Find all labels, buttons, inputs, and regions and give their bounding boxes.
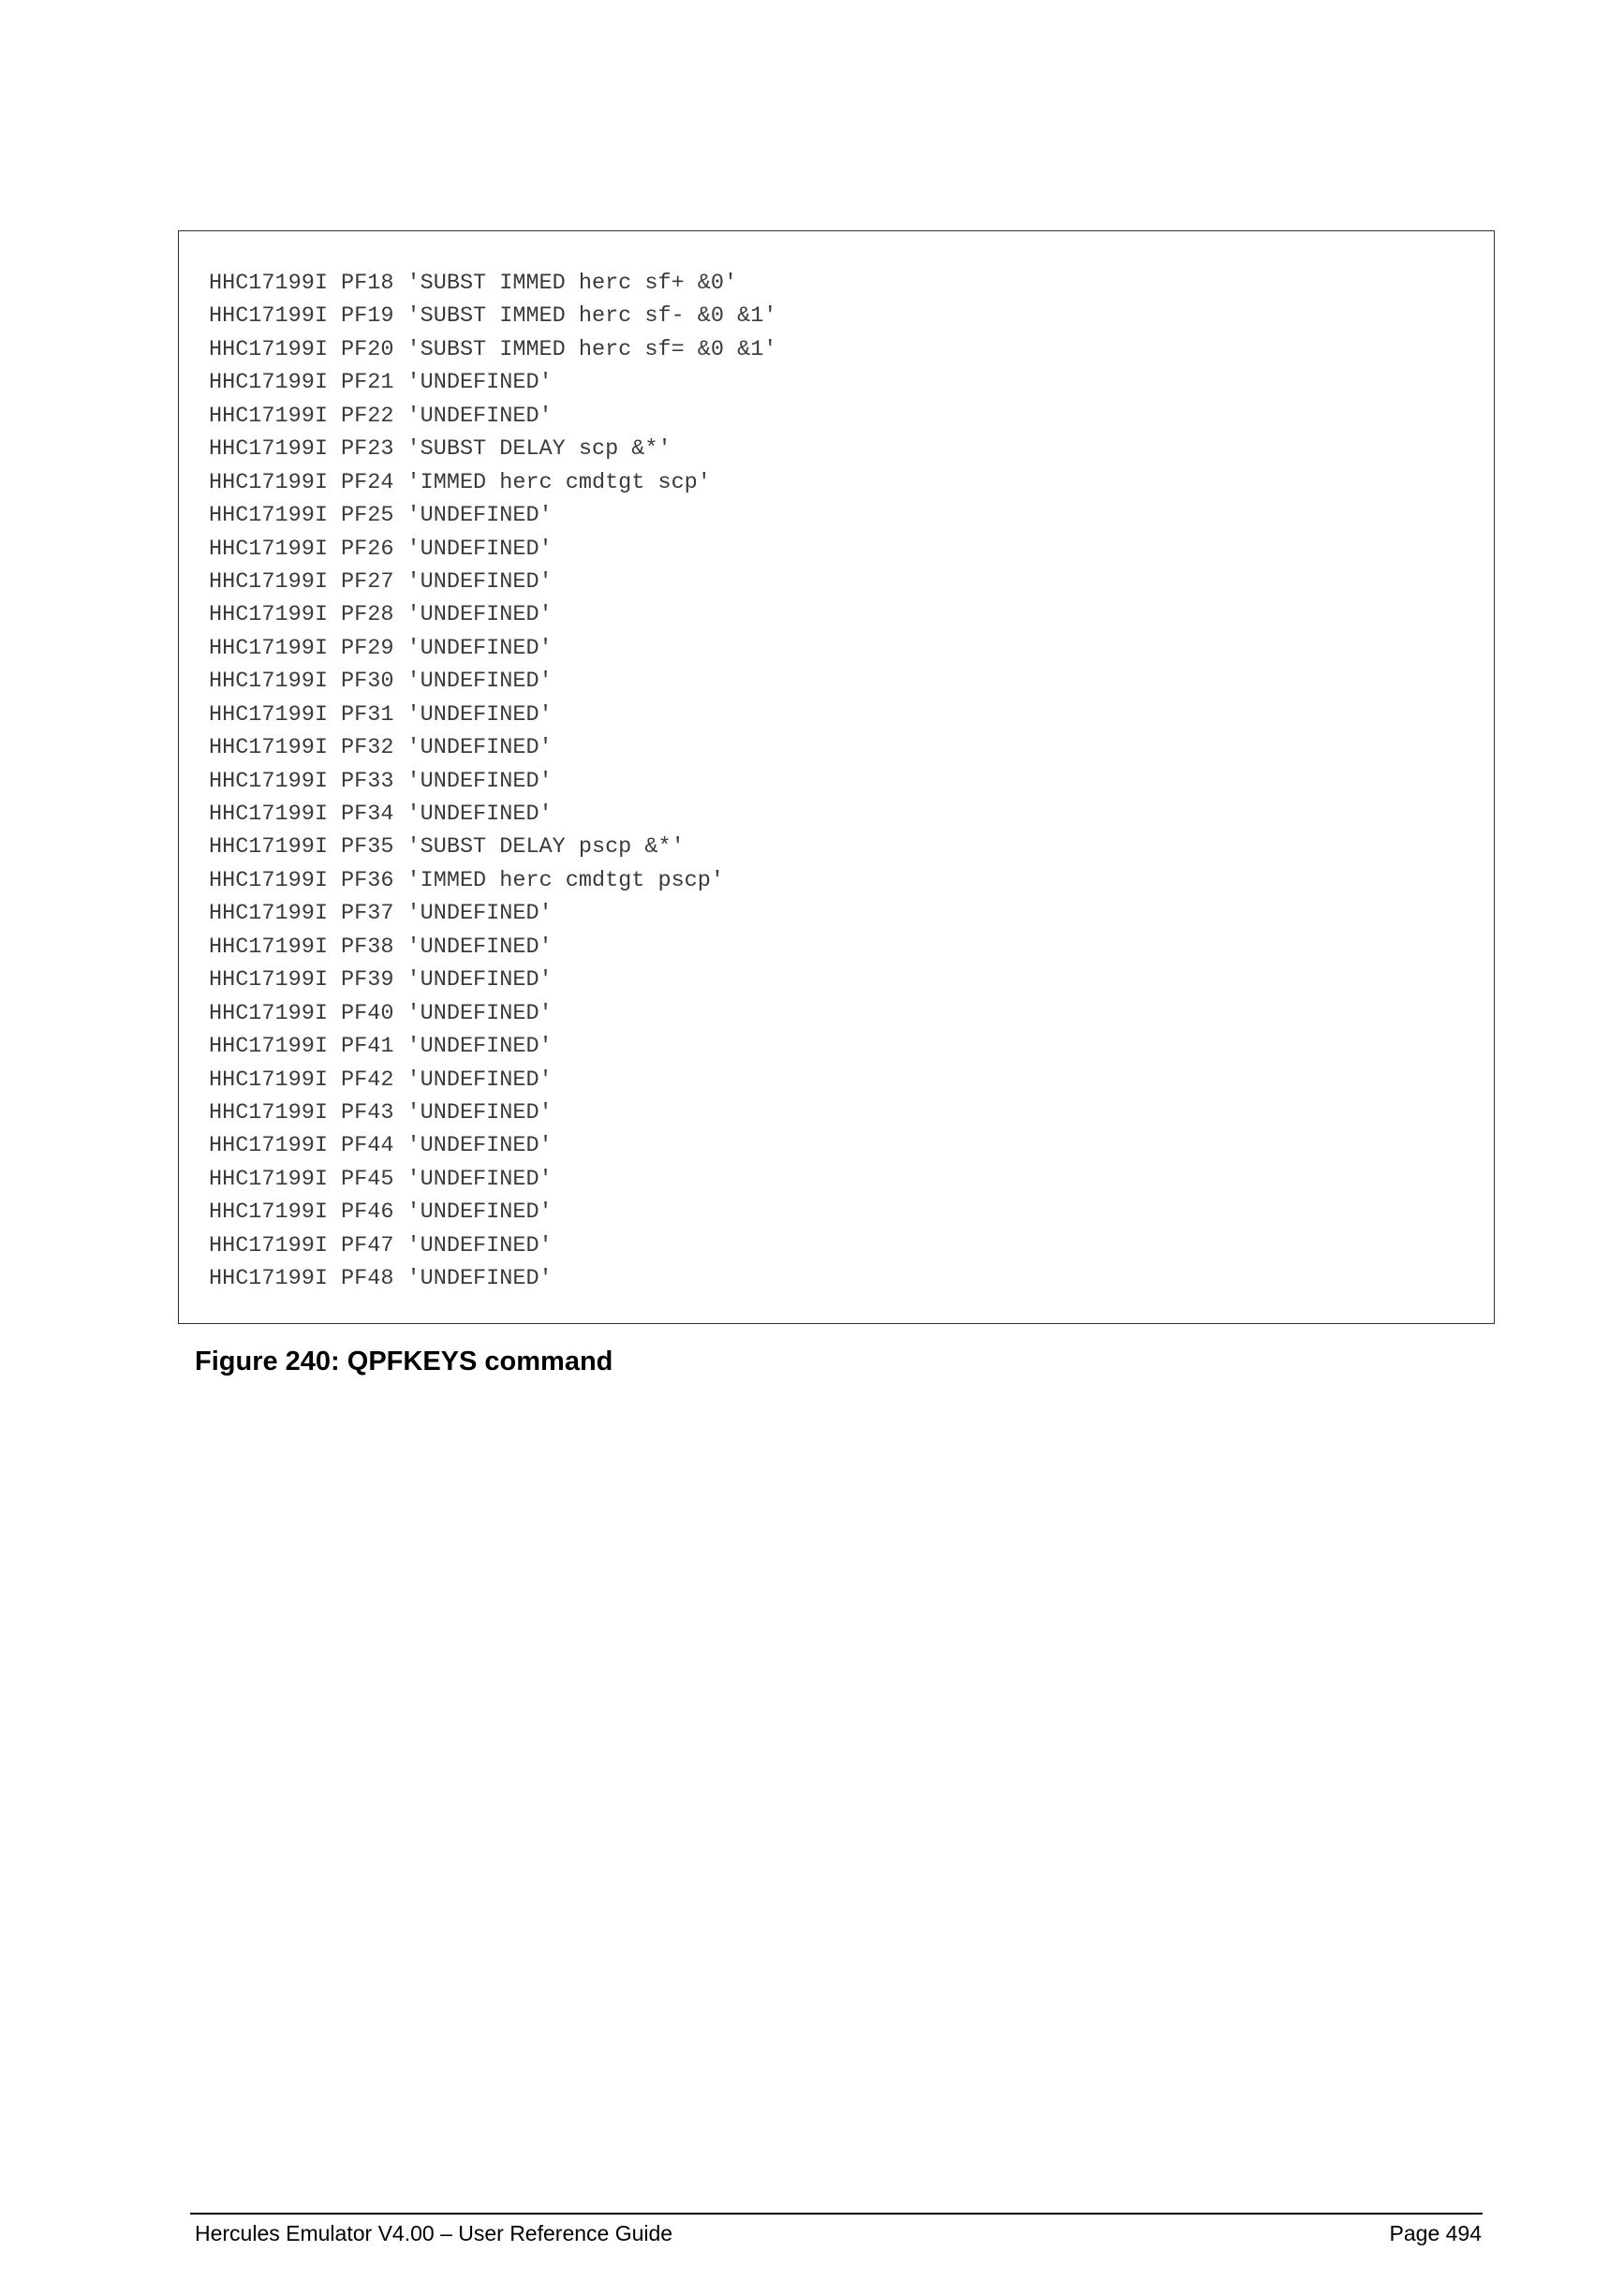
code-listing-box xyxy=(178,230,1495,1324)
code-line: HHC17199I PF36 'IMMED herc cmdtgt pscp' xyxy=(209,867,724,893)
code-line: HHC17199I PF29 'UNDEFINED' xyxy=(209,635,553,661)
figure-caption: Figure 240: QPFKEYS command xyxy=(195,1347,613,1376)
code-line: HHC17199I PF47 'UNDEFINED' xyxy=(209,1232,553,1258)
code-line: HHC17199I PF34 'UNDEFINED' xyxy=(209,802,553,827)
code-line: HHC17199I PF41 'UNDEFINED' xyxy=(209,1034,553,1060)
code-line: HHC17199I PF25 'UNDEFINED' xyxy=(209,503,553,529)
footer-page-number: Page 494 xyxy=(1389,2221,1482,2245)
code-line: HHC17199I PF32 'UNDEFINED' xyxy=(209,735,553,761)
code-line: HHC17199I PF48 'UNDEFINED' xyxy=(209,1266,553,1292)
code-line: HHC17199I PF21 'UNDEFINED' xyxy=(209,370,553,396)
code-line: HHC17199I PF37 'UNDEFINED' xyxy=(209,901,553,927)
code-line: HHC17199I PF35 'SUBST DELAY pscp &*' xyxy=(209,834,685,861)
code-line: HHC17199I PF26 'UNDEFINED' xyxy=(209,536,553,562)
code-line: HHC17199I PF31 'UNDEFINED' xyxy=(209,701,553,728)
code-line: HHC17199I PF28 'UNDEFINED' xyxy=(209,602,553,628)
code-line: HHC17199I PF39 'UNDEFINED' xyxy=(209,967,553,993)
code-line: HHC17199I PF46 'UNDEFINED' xyxy=(209,1200,553,1226)
code-line: HHC17199I PF44 'UNDEFINED' xyxy=(209,1133,553,1159)
code-line: HHC17199I PF45 'UNDEFINED' xyxy=(209,1166,553,1192)
code-line: HHC17199I PF38 'UNDEFINED' xyxy=(209,934,553,960)
code-line: HHC17199I PF18 'SUBST IMMED herc sf+ &0' xyxy=(209,271,738,296)
code-line: HHC17199I PF22 'UNDEFINED' xyxy=(209,403,553,429)
code-line: HHC17199I PF24 'IMMED herc cmdtgt scp' xyxy=(209,469,711,495)
footer-document-title: Hercules Emulator V4.00 – User Reference Guide xyxy=(195,2221,673,2245)
code-line: HHC17199I PF19 'SUBST IMMED herc sf- &0 &1' xyxy=(209,303,777,330)
code-line: HHC17199I PF33 'UNDEFINED' xyxy=(209,768,553,794)
footer-divider xyxy=(190,2213,1483,2215)
code-lines xyxy=(209,267,776,1296)
code-line: HHC17199I PF43 'UNDEFINED' xyxy=(209,1099,553,1126)
code-line: HHC17199I PF23 'SUBST DELAY scp &*' xyxy=(209,436,672,463)
code-line: HHC17199I PF40 'UNDEFINED' xyxy=(209,1000,553,1026)
code-line: HHC17199I PF27 'UNDEFINED' xyxy=(209,568,553,595)
code-line: HHC17199I PF20 'SUBST IMMED herc sf= &0 &1' xyxy=(209,336,777,362)
code-line: HHC17199I PF30 'UNDEFINED' xyxy=(209,669,553,695)
code-line: HHC17199I PF42 'UNDEFINED' xyxy=(209,1067,553,1093)
